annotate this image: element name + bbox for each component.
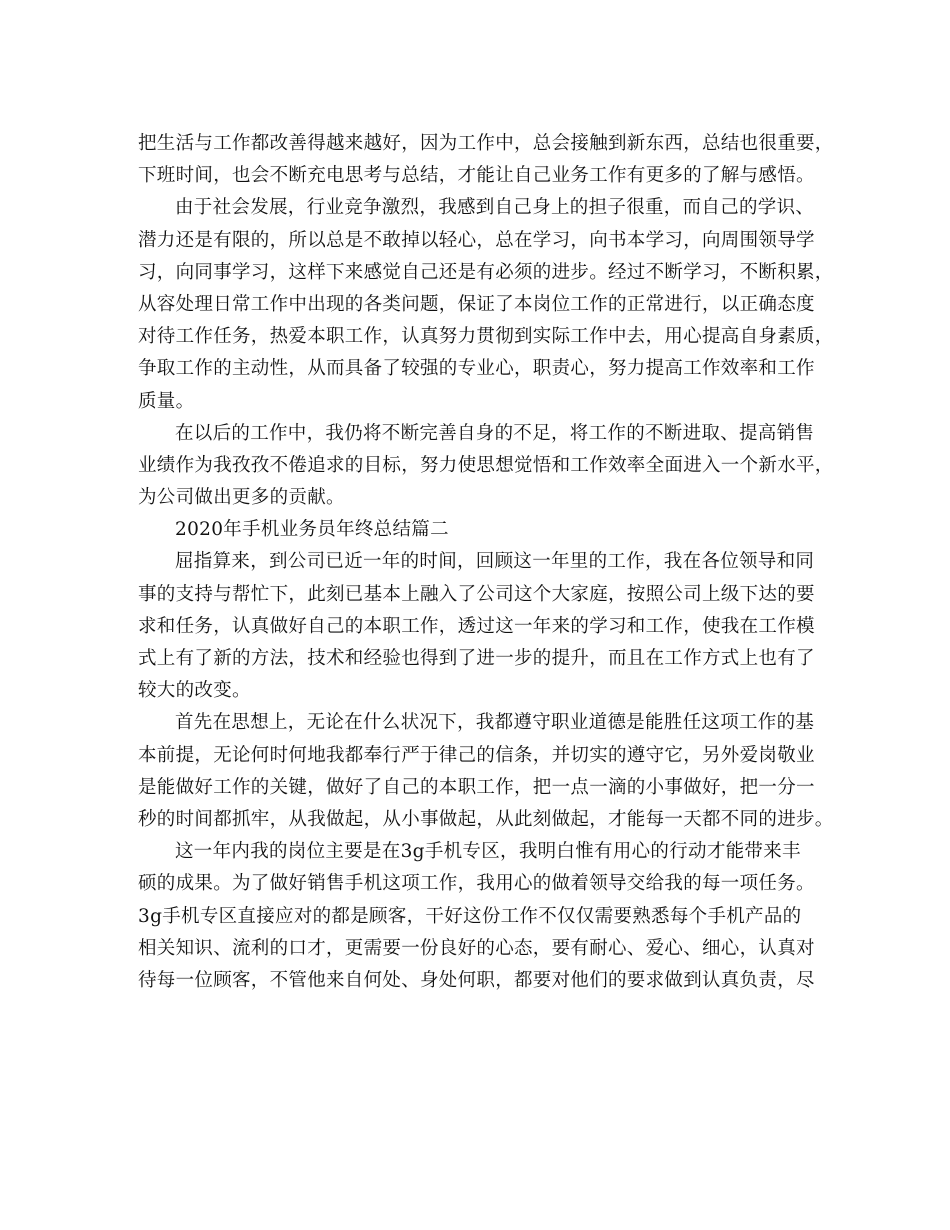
text-line: 式上有了新的方法，技术和经验也得到了进一步的提升，而且在工作方式上也有了: [138, 648, 815, 669]
text-line: 习，向同事学习，这样下来感觉自己还是有必须的进步。经过不断学习，不断积累，: [138, 261, 834, 283]
text-line: 由于社会发展，行业竞争激烈，我感到自己身上的担子很重，而自己的学识、: [175, 197, 815, 219]
text-line: 硕的成果。为了做好销售手机这项工作，我用心的做着领导交给我的每一项任务。: [138, 873, 815, 895]
text-line: 屈指算来，到公司已近一年的时间，回顾这一年里的工作，我在各位领导和同: [175, 551, 815, 573]
text-line: 从容处理日常工作中出现的各类问题，保证了本岗位工作的正常进行，以正确态度: [138, 293, 815, 315]
text-line: 事的支持与帮忙下，此刻已基本上融入了公司这个大家庭，按照公司上级下达的要: [138, 583, 815, 605]
text-line: 对待工作任务，热爱本职工作，认真努力贯彻到实际工作中去，用心提高自身素质，: [138, 326, 834, 348]
text-line: 争取工作的主动性，从而具备了较强的专业心，职责心，努力提高工作效率和工作: [138, 358, 815, 380]
text-line: 秒的时间都抓牢，从我做起，从小事做起，从此刻做起，才能每一天都不同的进步。: [138, 808, 834, 830]
text-line: 首先在思想上，无论在什么状况下，我都遵守职业道德是能胜任这项工作的基: [175, 712, 815, 734]
text-line: 为公司做出更多的贡献。: [138, 487, 345, 509]
text-line: 求和任务，认真做好自己的本职工作，透过这一年来的学习和工作，使我在工作模: [138, 615, 815, 637]
text-line: 把生活与工作都改善得越来越好，因为工作中，总会接触到新东西，总结也很重要，: [138, 133, 834, 154]
text-line: 在以后的工作中，我仍将不断完善自身的不足，将工作的不断进取、提高销售: [175, 422, 815, 444]
text-line: 较大的改变。: [138, 680, 251, 702]
text-line: 本前提，无论何时何地我都奉行严于律己的信条，并切实的遵守它，另外爱岗敬业: [138, 744, 815, 766]
text-line: 下班时间，也会不断充电思考与总结，才能让自己业务工作有更多的了解与感悟。: [138, 165, 815, 187]
text-line: 业绩作为我孜孜不倦追求的目标，努力使思想觉悟和工作效率全面进入一个新水平，: [138, 454, 834, 476]
text-line: 3g手机专区直接应对的都是顾客，干好这份工作不仅仅需要熟悉每个手机产品的: [138, 905, 802, 927]
text-line: 相关知识、流利的口才，更需要一份良好的心态，要有耐心、爱心、细心，认真对: [138, 937, 815, 959]
text-line: 潜力还是有限的，所以总是不敢掉以轻心，总在学习，向书本学习，向周围领导学: [138, 229, 815, 251]
text-line: 2020年手机业务员年终总结篇二: [175, 519, 449, 541]
text-line: 质量。: [138, 390, 195, 412]
text-line: 待每一位顾客，不管他来自何处、身处何职，都要对他们的要求做到认真负责，尽: [138, 969, 815, 991]
text-line: 是能做好工作的关键，做好了自己的本职工作，把一点一滴的小事做好，把一分一: [138, 776, 815, 798]
text-line: 这一年内我的岗位主要是在3g手机专区，我明白惟有用心的行动才能带来丰: [175, 841, 801, 863]
document-body: [138, 128, 834, 997]
